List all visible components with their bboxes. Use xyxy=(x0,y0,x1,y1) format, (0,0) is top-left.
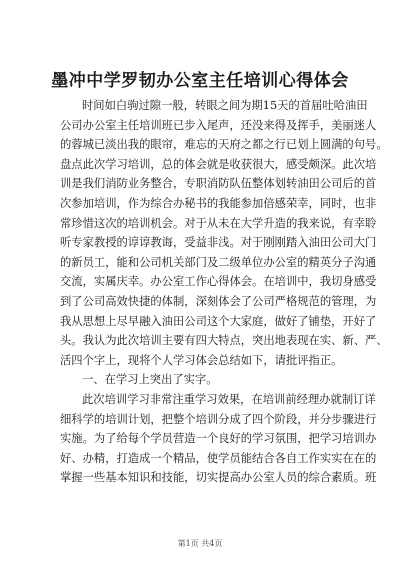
document-body xyxy=(60,96,388,488)
paragraph-line: 交流，实属庆幸。办公室工作心得体会。在培训中，我切身感受 xyxy=(60,275,377,289)
paragraph-line: 常珍惜这次的培训机会。对于从未在大学升造的我来说，有幸聆 xyxy=(60,216,377,230)
paragraph-line: 听专家教授的谆谆教诲，受益非浅。对于刚刚踏入油田公司大门 xyxy=(60,236,377,250)
paragraph-line: 的蓉城已淡出我的眼帘，难忘的天府之都之行已划上圆满的句号。 xyxy=(60,138,388,152)
document-title: 墨冲中学罗韧办公室主任培训心得体会 xyxy=(51,71,349,91)
paragraph-line: 细科学的培训计划，把整个培训分成了四个阶段，并分步骤进行 xyxy=(60,412,377,426)
paragraph-line: 我从思想上尽早融入油田公司这个大家庭，做好了铺垫，开好了 xyxy=(60,314,377,328)
paragraph-line: 一、在学习上突出了实字。 xyxy=(82,373,218,387)
paragraph-line: 时间如白驹过隙一般，转眼之间为期15天的首届吐哈油田 xyxy=(82,99,368,112)
paragraph-line: 此次培训学习非常注重学习效果，在培训前经理办就制订详 xyxy=(82,392,376,406)
paragraph-line: 实施。为了给每个学员营造一个良好的学习氛围，把学习培训办 xyxy=(60,432,377,446)
paragraph-line: 到了公司高效快捷的体制，深刻体会了公司严格规范的管理，为 xyxy=(60,294,377,308)
paragraph-line: 次参加培训，作为综合办秘书的我能参加倍感荣幸，同时，也非 xyxy=(60,196,377,210)
page-footer: 第1页 共4页 xyxy=(177,539,223,548)
paragraph-line: 的新员工，能和公司机关部门及二级单位办公室的精英分子沟通 xyxy=(60,255,377,269)
paragraph-line: 活四个字上，现将个人学习体会总结如下，请批评指正。 xyxy=(60,353,343,367)
paragraph-line: 盘点此次学习培训，总的体会就是收获很大，感受颇深。此次培 xyxy=(60,157,377,171)
paragraph-line: 公司办公室主任培训班已步入尾声，还没来得及挥手，美丽迷人 xyxy=(60,118,377,132)
paragraph-line: 训是我们消防业务整合，专职消防队伍整体划转油田公司后的首 xyxy=(60,177,377,191)
paragraph-line: 好、办精，打造成一个精品，使学员能结合各自工作实实在在的 xyxy=(60,451,377,465)
paragraph-line: 掌握一些基本知识和技能，切实提高办公室人员的综合素质。班 xyxy=(60,471,377,485)
paragraph-line: 头。我认为此次培训主要有四大特点，突出地表现在实、新、严、 xyxy=(60,334,388,348)
